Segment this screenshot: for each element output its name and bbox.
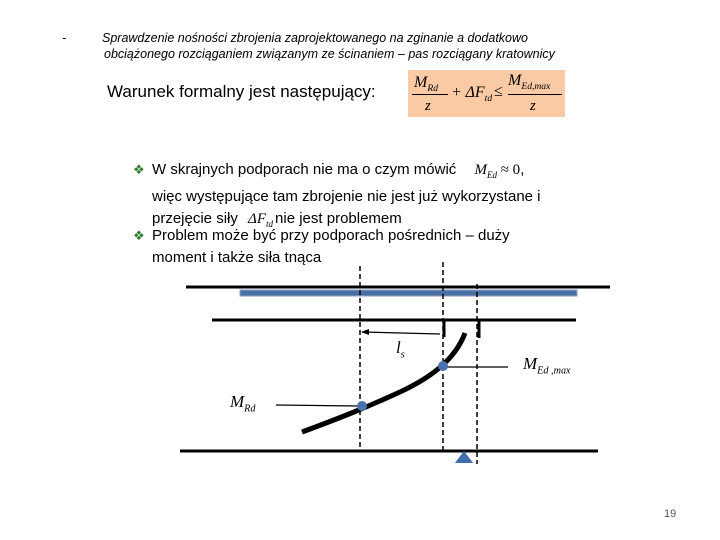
bullet-1-line-1: W skrajnych podporach nie ma o czym mówić	[152, 161, 457, 178]
mrd-m: M	[230, 392, 245, 411]
heading-line-1: Sprawdzenie nośności zbrojenia zaprojektowanego na zginanie a dodatkowo	[102, 31, 528, 45]
formula-rhs-m: M	[508, 72, 522, 89]
condition-label: Warunek formalny jest następujący:	[107, 82, 376, 101]
mrd-leader	[276, 405, 358, 406]
bullet-1-line-3b: nie jest problemem	[275, 210, 402, 227]
bullet-1-math-m: M	[474, 162, 487, 178]
bullet-2-line-2: moment i także siła tnąca	[152, 249, 322, 266]
reinforcement-bar	[240, 290, 577, 296]
mrd-point	[357, 401, 367, 411]
arrow-head-icon	[361, 329, 369, 335]
medmax-point	[438, 361, 448, 371]
bullet-1-line-3: przejęcie siły	[152, 210, 238, 227]
formula-rhs-sub: Ed,max	[521, 81, 551, 93]
bullet-1-math2: ΔF	[248, 211, 267, 227]
bullet-1-math-sub: Ed	[486, 170, 497, 180]
mrd-sub: Rd	[244, 403, 256, 415]
ls-label	[396, 338, 405, 360]
ls-dimension-arrow	[362, 332, 440, 334]
formula-delta: + ΔF	[451, 84, 485, 101]
medmax-m: M	[523, 354, 538, 373]
bullet-1-comma: ,	[520, 161, 525, 178]
medmax-sub: Ed ,max	[537, 365, 571, 377]
bullet-1-math-rest: ≈ 0	[500, 162, 521, 178]
medmax-label	[523, 354, 571, 376]
formula-lhs-den: z	[425, 98, 431, 114]
ls-sub: s	[400, 349, 405, 361]
page-number: 19	[664, 508, 677, 520]
mrd-label	[230, 392, 256, 414]
diamond-bullet-icon: ❖	[133, 228, 145, 243]
formula-rhs-den: z	[530, 98, 536, 114]
bullet-1-line-2: więc występujące tam zbrojenie nie jest już wykorzystane i	[152, 188, 541, 205]
diamond-bullet-icon: ❖	[133, 162, 145, 177]
support-triangle-icon	[455, 451, 473, 463]
heading-bullet: -	[62, 31, 67, 45]
bullet-1-math2-sub: td	[266, 219, 274, 229]
ls-l: l	[396, 338, 401, 357]
formula-lhs-m: M	[414, 74, 428, 91]
bullet-2-line-1: Problem może być przy podporach pośrednich – duży	[152, 227, 510, 244]
formula-lhs-sub: Rd	[427, 83, 438, 95]
formula-leq: ≤	[494, 83, 503, 100]
moment-curve	[302, 333, 465, 432]
formula-delta-sub: td	[484, 93, 493, 105]
heading-line-2: obciążonego rozciąganiem związanym ze ścinaniem – pas rozciągany kratownicy	[104, 47, 555, 61]
